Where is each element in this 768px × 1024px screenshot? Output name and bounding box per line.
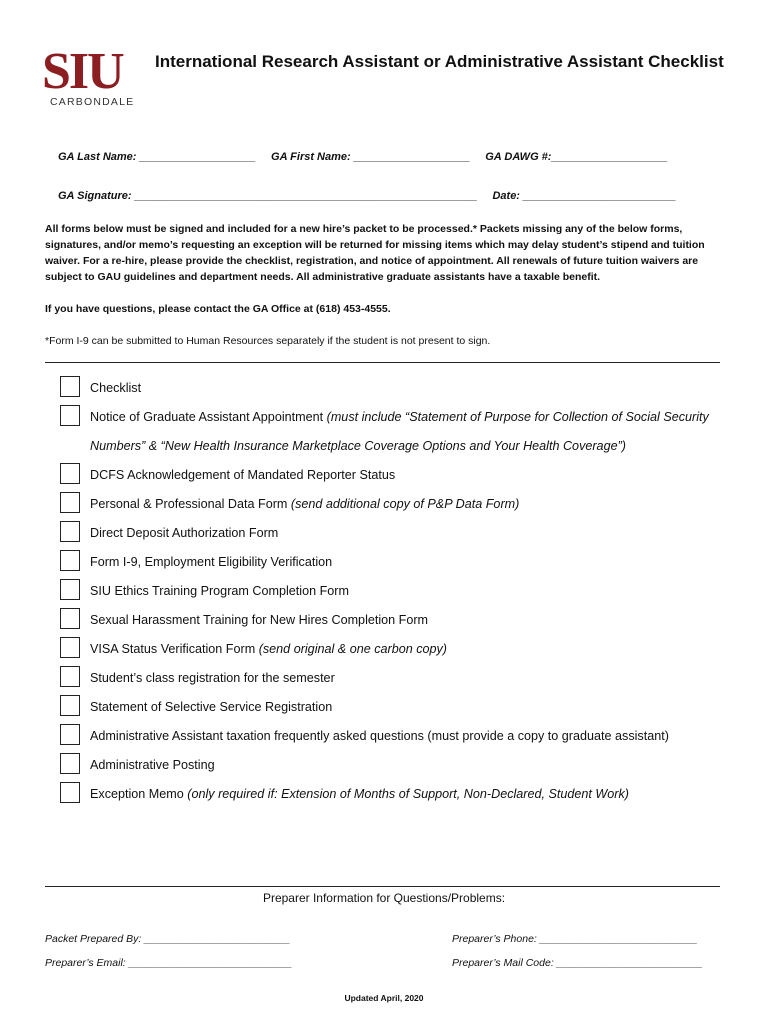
checklist-item: Notice of Graduate Assistant Appointment (must include “Statement of Purpose for Collection of Social Security Numbers” & “New Health Insurance Marketplace Coverage Options and Your Health Coverage”): [60, 403, 730, 461]
checkbox[interactable]: [60, 376, 80, 397]
checkbox[interactable]: [60, 608, 80, 629]
checkbox[interactable]: [60, 463, 80, 484]
checklist-item: Administrative Assistant taxation frequently asked questions (must provide a copy to graduate assistant): [60, 722, 730, 751]
checklist-item: SIU Ethics Training Program Completion Form: [60, 577, 730, 606]
siu-logo: [42, 43, 142, 108]
checklist-item: Administrative Posting: [60, 751, 730, 780]
checklist-item: Personal & Professional Data Form (send additional copy of P&P Data Form): [60, 490, 730, 519]
checklist-item: Student’s class registration for the semester: [60, 664, 730, 693]
checkbox[interactable]: [60, 405, 80, 426]
ga-name-fields: GA Last Name: ___________________ GA First Name: ___________________ GA DAWG #:___________________: [58, 151, 668, 163]
instructions-paragraph: All forms below must be signed and included for a new hire’s packet to be processed.* Packets missing any of the below forms, signatures, and/or memo’s requesting an exception will be returned for missing items which may delay student’s stipend and tuition waiver. For a re-hire, please provide the checklist, registration, and notice of appointment. All renewals of future tuition waivers are subject to GAU guidelines and department needs. All administrative graduate assistants have a taxable benefit.: [45, 223, 705, 283]
preparer-phone-field: Preparer’s Phone: ___________________________: [452, 933, 698, 945]
checklist-item: Exception Memo (only required if: Extension of Months of Support, Non-Declared, Student Work): [60, 780, 730, 809]
packet-prepared-by-field: Packet Prepared By: _________________________: [45, 933, 291, 945]
document-checklist: [60, 374, 730, 809]
checklist-item: Direct Deposit Authorization Form: [60, 519, 730, 548]
checkbox[interactable]: [60, 724, 80, 745]
checklist-item: Form I-9, Employment Eligibility Verification: [60, 548, 730, 577]
checklist-item: VISA Status Verification Form (send original & one carbon copy): [60, 635, 730, 664]
i9-note: *Form I-9 can be submitted to Human Resources separately if the student is not present to sign.: [45, 335, 491, 347]
logo-mark: SIU: [42, 43, 123, 100]
ga-signature-fields: GA Signature: ________________________________________________________ Date: _________________________: [58, 190, 676, 202]
checklist-item: Sexual Harassment Training for New Hires Completion Form: [60, 606, 730, 635]
page-title: International Research Assistant or Administrative Assistant Checklist: [155, 52, 724, 71]
checkbox[interactable]: [60, 753, 80, 774]
checklist-item: DCFS Acknowledgement of Mandated Reporter Status: [60, 461, 730, 490]
checkbox[interactable]: [60, 492, 80, 513]
preparer-section-title: Preparer Information for Questions/Problems:: [262, 891, 506, 905]
checkbox[interactable]: [60, 637, 80, 658]
checkbox[interactable]: [60, 695, 80, 716]
checklist-item: Checklist: [60, 374, 730, 403]
checkbox[interactable]: [60, 782, 80, 803]
preparer-email-field: Preparer’s Email: ____________________________: [45, 957, 293, 969]
checkbox[interactable]: [60, 550, 80, 571]
checkbox[interactable]: [60, 666, 80, 687]
logo-subtitle: CARBONDALE: [50, 96, 135, 108]
updated-date: Updated April, 2020: [344, 993, 424, 1003]
preparer-mail-code-field: Preparer’s Mail Code: _________________________: [452, 957, 703, 969]
checklist-item: Statement of Selective Service Registration: [60, 693, 730, 722]
contact-line: If you have questions, please contact the GA Office at (618) 453-4555.: [45, 303, 391, 315]
checkbox[interactable]: [60, 579, 80, 600]
divider-bottom: [45, 886, 720, 887]
checkbox[interactable]: [60, 521, 80, 542]
divider-top: [45, 362, 720, 363]
